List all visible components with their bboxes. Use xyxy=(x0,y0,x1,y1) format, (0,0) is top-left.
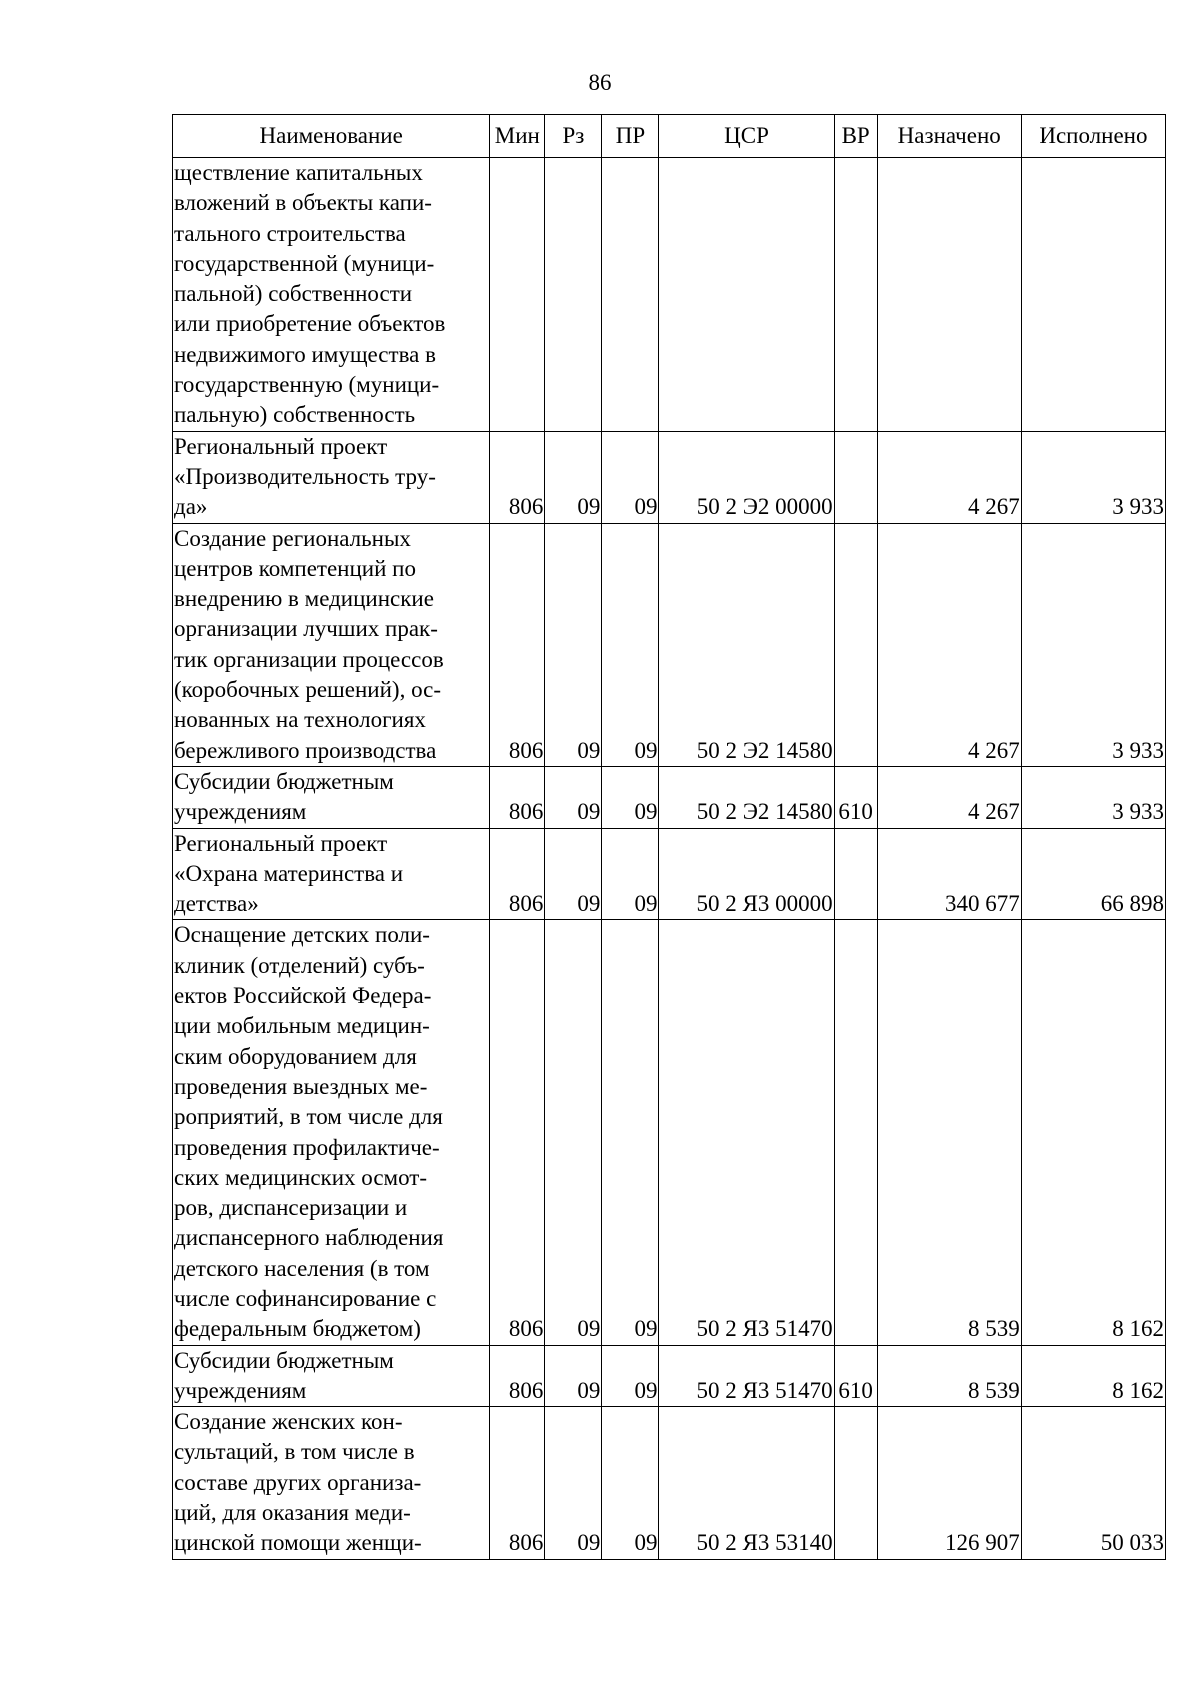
row-naznacheno-cell: 8 539 xyxy=(877,920,1021,1345)
row-min-cell: 806 xyxy=(490,523,545,766)
row-min-cell: 806 xyxy=(490,431,545,523)
table-row xyxy=(173,920,1166,1345)
row-naznacheno-cell: 4 267 xyxy=(877,431,1021,523)
row-pr-cell: 09 xyxy=(602,766,659,828)
row-naznacheno-cell: 340 677 xyxy=(877,828,1021,920)
row-vr-cell xyxy=(834,523,877,766)
row-name-cell: Создание региональных центров компетенций по внедрению в медицинские организации лучших прак- тик организации процессов (коробочных решений), ос- нованных на технологиях бережливого производства xyxy=(173,523,490,766)
row-vr-cell xyxy=(834,1407,877,1559)
row-ispolneno-cell: 50 033 xyxy=(1021,1407,1165,1559)
row-ispolneno-cell: 3 933 xyxy=(1021,766,1165,828)
header-rz: Рз xyxy=(545,115,602,158)
row-rz-cell: 09 xyxy=(545,766,602,828)
row-rz-cell: 09 xyxy=(545,431,602,523)
row-csr-cell: 50 2 Э2 14580 xyxy=(659,523,834,766)
row-min-cell: 806 xyxy=(490,920,545,1345)
row-ispolneno-cell: 66 898 xyxy=(1021,828,1165,920)
table-row xyxy=(173,523,1166,766)
table-row xyxy=(173,1345,1166,1407)
row-csr-cell: 50 2 Я3 51470 xyxy=(659,1345,834,1407)
header-naznacheno: Назначено xyxy=(877,115,1021,158)
row-name-cell: Субсидии бюджетным учреждениям xyxy=(173,766,490,828)
row-name-cell: Региональный проект «Охрана материнства и детства» xyxy=(173,828,490,920)
row-vr-cell: 610 xyxy=(834,766,877,828)
row-vr-cell: 610 xyxy=(834,1345,877,1407)
row-name-cell: ществление капитальных вложений в объекты капи- тального строительства государственной (муници- пальной) собственности или приобретение объектов недвижимого имущества в государственную (муници- пальную) собственность xyxy=(173,158,490,432)
table-row xyxy=(173,431,1166,523)
row-csr-cell: 50 2 Я3 53140 xyxy=(659,1407,834,1559)
row-pr-cell: 09 xyxy=(602,1345,659,1407)
row-name-cell: Создание женских кон- сультаций, в том числе в составе других организа- ций, для оказания меди- цинской помощи женщи- xyxy=(173,1407,490,1559)
row-pr-cell: 09 xyxy=(602,523,659,766)
row-vr-cell xyxy=(834,431,877,523)
row-min-cell: 806 xyxy=(490,1407,545,1559)
budget-table xyxy=(172,114,1166,1560)
row-csr-cell: 50 2 Я3 51470 xyxy=(659,920,834,1345)
row-min-cell: 806 xyxy=(490,828,545,920)
table-row xyxy=(173,766,1166,828)
table-body xyxy=(173,158,1166,1560)
row-min-cell xyxy=(490,158,545,432)
page-number: 86 xyxy=(588,70,612,95)
row-rz-cell xyxy=(545,158,602,432)
row-name-cell: Оснащение детских поли- клиник (отделений) субъ- ектов Российской Федера- ции мобильным медицин- ским оборудованием для проведения выездных ме- роприятий, в том числе для проведения профилактиче- ских медицинских осмот- ров, диспансеризации и диспансерного наблюдения детского населения (в том числе софинансирование с федеральным бюджетом) xyxy=(173,920,490,1345)
row-vr-cell xyxy=(834,828,877,920)
row-rz-cell: 09 xyxy=(545,1345,602,1407)
row-pr-cell xyxy=(602,158,659,432)
row-csr-cell xyxy=(659,158,834,432)
row-rz-cell: 09 xyxy=(545,920,602,1345)
row-pr-cell: 09 xyxy=(602,828,659,920)
table-row xyxy=(173,158,1166,432)
table-row xyxy=(173,1407,1166,1559)
header-vr: ВР xyxy=(834,115,877,158)
row-ispolneno-cell: 3 933 xyxy=(1021,523,1165,766)
row-ispolneno-cell: 3 933 xyxy=(1021,431,1165,523)
row-rz-cell: 09 xyxy=(545,523,602,766)
table-header-row xyxy=(173,115,1166,158)
row-pr-cell: 09 xyxy=(602,1407,659,1559)
row-pr-cell: 09 xyxy=(602,431,659,523)
header-ispolneno: Исполнено xyxy=(1021,115,1165,158)
row-min-cell: 806 xyxy=(490,1345,545,1407)
row-csr-cell: 50 2 Я3 00000 xyxy=(659,828,834,920)
row-rz-cell: 09 xyxy=(545,828,602,920)
header-name: Наименование xyxy=(173,115,490,158)
row-rz-cell: 09 xyxy=(545,1407,602,1559)
row-naznacheno-cell: 4 267 xyxy=(877,766,1021,828)
row-naznacheno-cell: 8 539 xyxy=(877,1345,1021,1407)
row-name-cell: Субсидии бюджетным учреждениям xyxy=(173,1345,490,1407)
header-pr: ПР xyxy=(602,115,659,158)
row-ispolneno-cell: 8 162 xyxy=(1021,920,1165,1345)
row-ispolneno-cell: 8 162 xyxy=(1021,1345,1165,1407)
row-naznacheno-cell xyxy=(877,158,1021,432)
row-naznacheno-cell: 126 907 xyxy=(877,1407,1021,1559)
row-min-cell: 806 xyxy=(490,766,545,828)
header-csr: ЦСР xyxy=(659,115,834,158)
row-csr-cell: 50 2 Э2 14580 xyxy=(659,766,834,828)
row-vr-cell xyxy=(834,158,877,432)
row-name-cell: Региональный проект «Производительность тру- да» xyxy=(173,431,490,523)
row-naznacheno-cell: 4 267 xyxy=(877,523,1021,766)
row-vr-cell xyxy=(834,920,877,1345)
header-min: Мин xyxy=(490,115,545,158)
row-ispolneno-cell xyxy=(1021,158,1165,432)
row-pr-cell: 09 xyxy=(602,920,659,1345)
row-csr-cell: 50 2 Э2 00000 xyxy=(659,431,834,523)
table-row xyxy=(173,828,1166,920)
